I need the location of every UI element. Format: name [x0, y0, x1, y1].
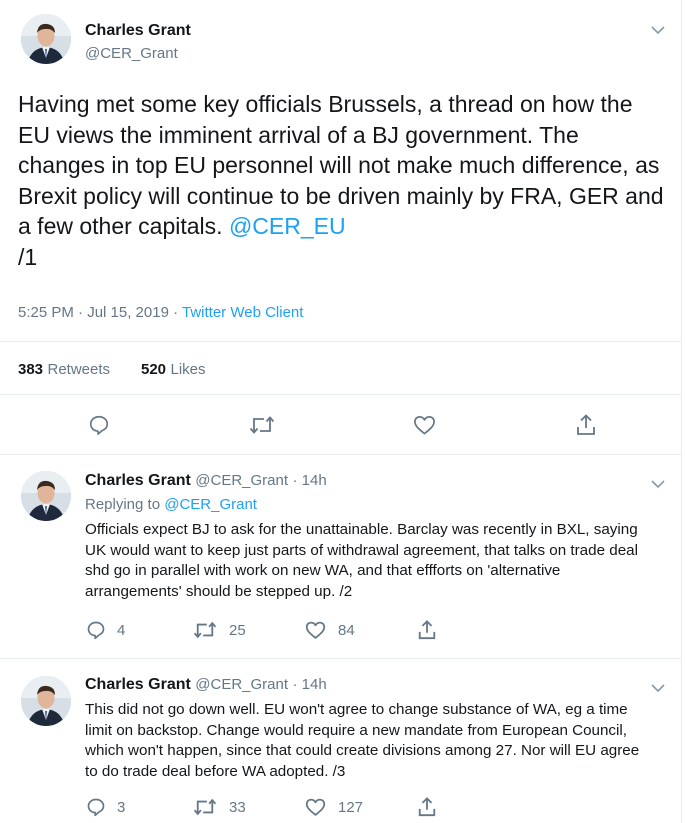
chevron-down-icon[interactable]: [651, 22, 665, 40]
like-icon: [305, 797, 326, 817]
retweets-label: Retweets: [47, 361, 111, 378]
divider: [0, 394, 681, 395]
tweet-text: [18, 89, 668, 272]
likes-stat[interactable]: [141, 361, 206, 379]
avatar[interactable]: [21, 14, 71, 64]
replying-to: [85, 496, 257, 513]
tweet-age[interactable]: · 14h: [292, 676, 327, 693]
tweet-age[interactable]: · 14h: [292, 472, 327, 489]
like-icon[interactable]: [413, 414, 436, 441]
reply-icon: [86, 797, 106, 817]
like-count: 127: [338, 798, 364, 816]
share-icon[interactable]: [575, 413, 597, 442]
reply-count: 4: [117, 621, 126, 639]
reply-icon: [86, 620, 106, 640]
likes-label: Likes: [170, 361, 206, 378]
retweet-icon: [193, 620, 217, 640]
like-button[interactable]: [305, 797, 363, 817]
retweets-stat[interactable]: [18, 361, 110, 379]
retweet-count: 25: [229, 621, 246, 639]
reply-header: [85, 472, 327, 490]
divider: [0, 658, 681, 659]
avatar[interactable]: [21, 676, 71, 726]
author-handle[interactable]: @CER_Grant: [195, 472, 289, 489]
retweet-button[interactable]: [193, 620, 246, 640]
reply-text: Officials expect BJ to ask for the unattainable. Barclay was recently in BXL, saying UK would want to keep just parts of withdrawal agreement, that talks on trade deal shd go in parallel with work on new WA, and that effforts on 'alternative arrangements' should be stepped up. /2: [85, 521, 638, 601]
like-count: 84: [338, 621, 355, 639]
meta-separator: ·: [168, 304, 182, 321]
author-handle[interactable]: @CER_Grant: [195, 676, 289, 693]
chevron-down-icon[interactable]: [651, 476, 665, 494]
replying-handle-link[interactable]: @CER_Grant: [164, 496, 257, 513]
reply-text: This did not go down well. EU won't agree to change substance of WA, eg a time limit on backstop. Change would require a new mandate from European Council, which won't happen, since that could create divisions among 27. Nor will EU agree to do trade deal before WA adopted. /3: [85, 701, 640, 781]
like-button[interactable]: [305, 620, 355, 640]
divider: [0, 454, 681, 455]
like-icon: [305, 620, 326, 640]
author-name[interactable]: Charles Grant: [85, 22, 191, 39]
tweet-body: Having met some key officials Brussels, a thread on how the EU views the imminent arrival of a BJ government. The changes in top EU personnel will not make much difference, as Brexit policy will continue to be driven mainly by FRA, GER and a few other capitals.: [18, 91, 664, 239]
retweet-button[interactable]: [193, 797, 246, 817]
likes-count: 520: [141, 361, 167, 378]
timestamp[interactable]: 5:25 PM · Jul 15, 2019: [18, 304, 169, 321]
reply-button[interactable]: [86, 620, 125, 640]
reply-header: [85, 676, 327, 694]
tweet-meta: [18, 304, 303, 321]
reply-button[interactable]: [86, 797, 125, 817]
retweet-count: 33: [229, 798, 246, 816]
author-name[interactable]: Charles Grant: [85, 676, 191, 693]
thread-marker: /1: [18, 243, 38, 270]
divider: [0, 341, 681, 342]
reply-count: 3: [117, 798, 126, 816]
mention-link[interactable]: @CER_EU: [228, 213, 346, 239]
reply-icon[interactable]: [88, 414, 110, 441]
retweet-icon[interactable]: [249, 414, 275, 441]
retweet-icon: [193, 797, 217, 817]
share-icon[interactable]: [417, 619, 437, 646]
client-link[interactable]: Twitter Web Client: [182, 304, 304, 321]
author-handle[interactable]: @CER_Grant: [85, 45, 178, 62]
author-name[interactable]: Charles Grant: [85, 472, 191, 489]
retweets-count: 383: [18, 361, 44, 378]
avatar[interactable]: [21, 471, 71, 521]
chevron-down-icon[interactable]: [651, 680, 665, 698]
share-icon[interactable]: [417, 796, 437, 823]
replying-label: Replying to: [85, 496, 165, 513]
